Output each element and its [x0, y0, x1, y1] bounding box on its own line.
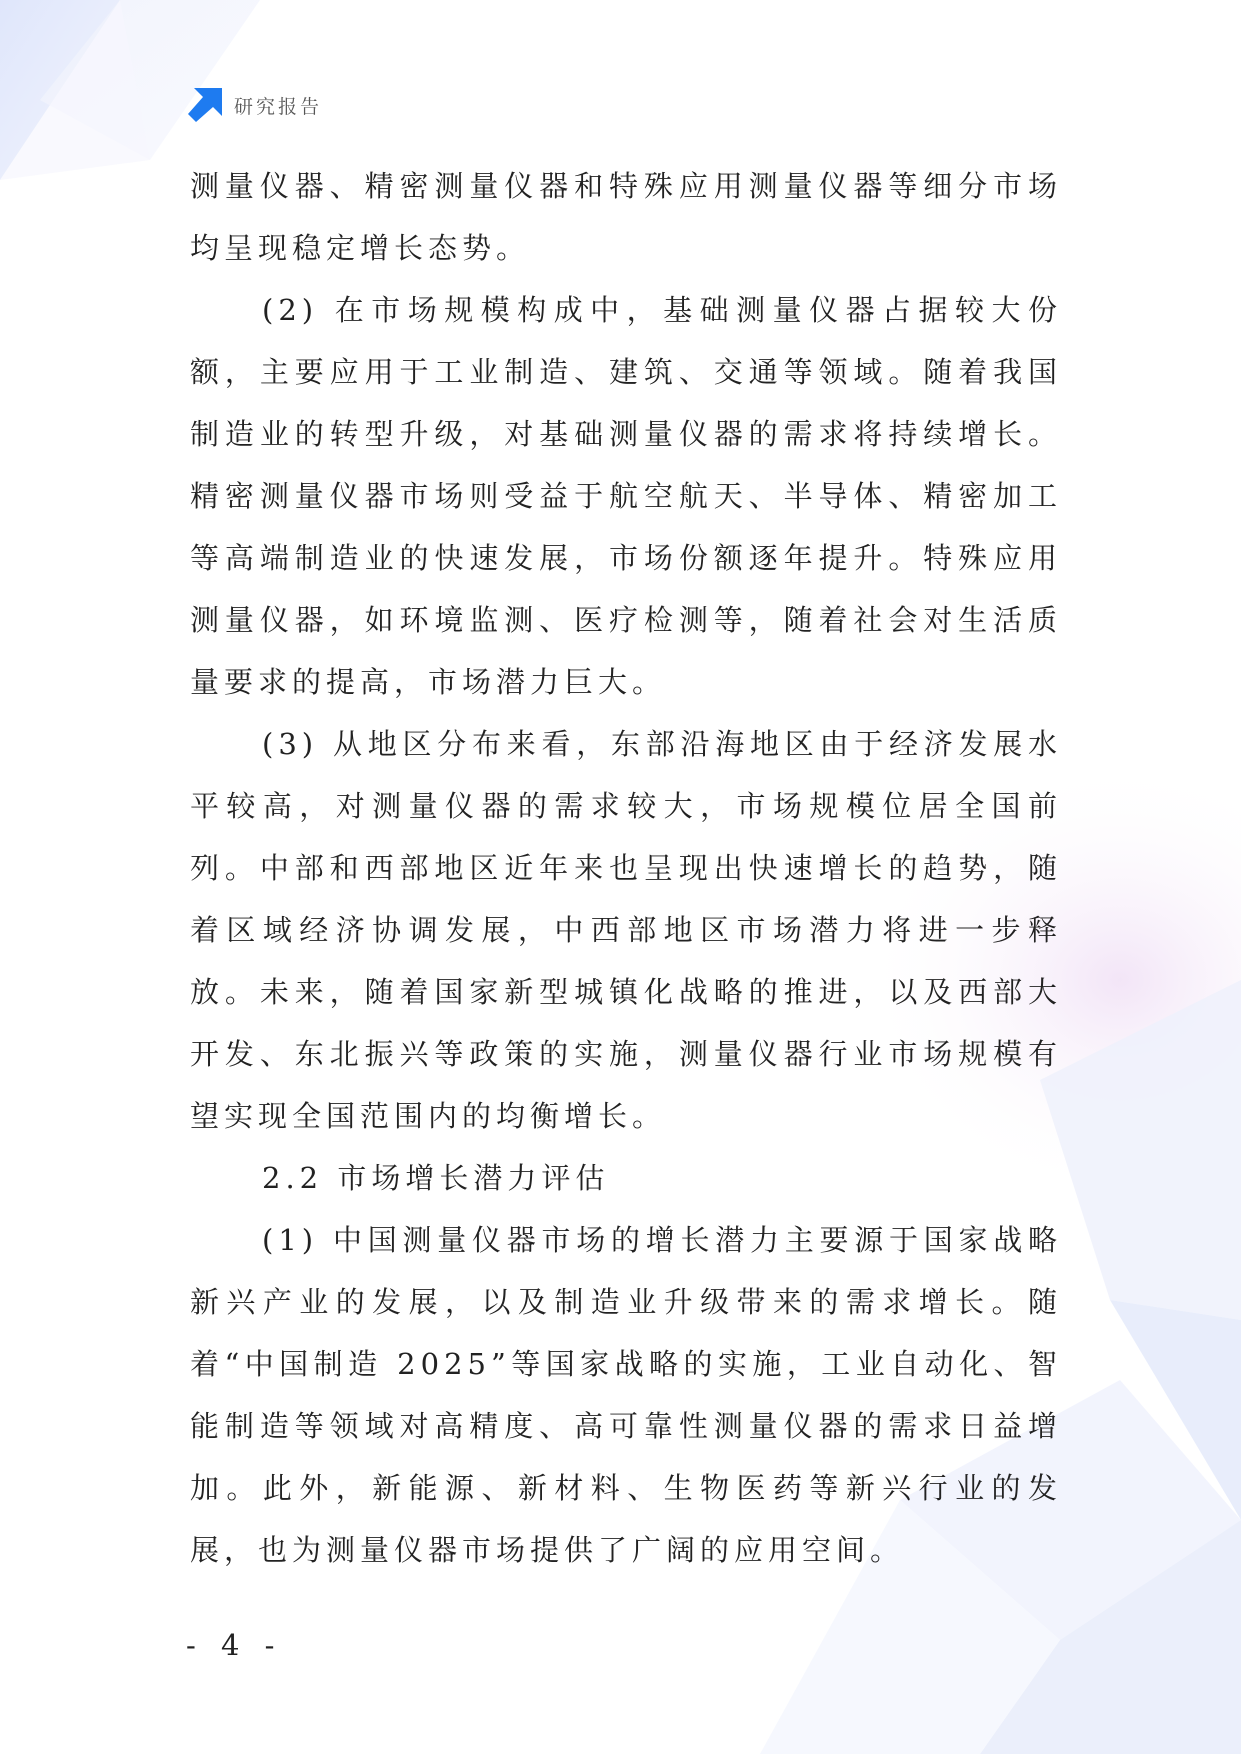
- section-heading: 2.2 市场增长潜力评估: [262, 1161, 610, 1195]
- paragraph: (3) 从地区分布来看，东部沿海地区由于经济发展水平较高，对测量仪器的需求较大，市场规模位居全国前列。中部和西部地区近年来也呈现出快速增长的趋势，随着区域经济协调发展，中西部地区市场潜力将进一步释放。未来，随着国家新型城镇化战略的推进，以及西部大开发、东北振兴等政策的实施，测量仪器行业市场规模有望实现全国范围内的均衡增长。: [190, 727, 1062, 1133]
- report-header: [188, 88, 322, 122]
- paragraph: 测量仪器、精密测量仪器和特殊应用测量仪器等细分市场均呈现稳定增长态势。: [190, 169, 1062, 265]
- paragraph: (1) 中国测量仪器市场的增长潜力主要源于国家战略新兴产业的发展，以及制造业升级带来的需求增长。随着“中国制造 2025”等国家战略的实施，工业自动化、智能制造等领域对高精度、高可靠性测量仪器的需求日益增加。此外，新能源、新材料、生物医药等新兴行业的发展，也为测量仪器市场提供了广阔的应用空间。: [190, 1223, 1062, 1567]
- header-title: 研究报告: [234, 95, 323, 118]
- paragraph: (2) 在市场规模构成中，基础测量仪器占据较大份额，主要应用于工业制造、建筑、交通等领域。随着我国制造业的转型升级，对基础测量仪器的需求将持续增长。精密测量仪器市场则受益于航空航天、半导体、精密加工等高端制造业的快速发展，市场份额逐年提升。特殊应用测量仪器，如环境监测、医疗检测等，随着社会对生活质量要求的提高，市场潜力巨大。: [190, 293, 1062, 699]
- document-body: [190, 155, 1062, 1581]
- page-number: - 4 -: [186, 1628, 283, 1662]
- arrow-up-right-icon: [188, 88, 222, 122]
